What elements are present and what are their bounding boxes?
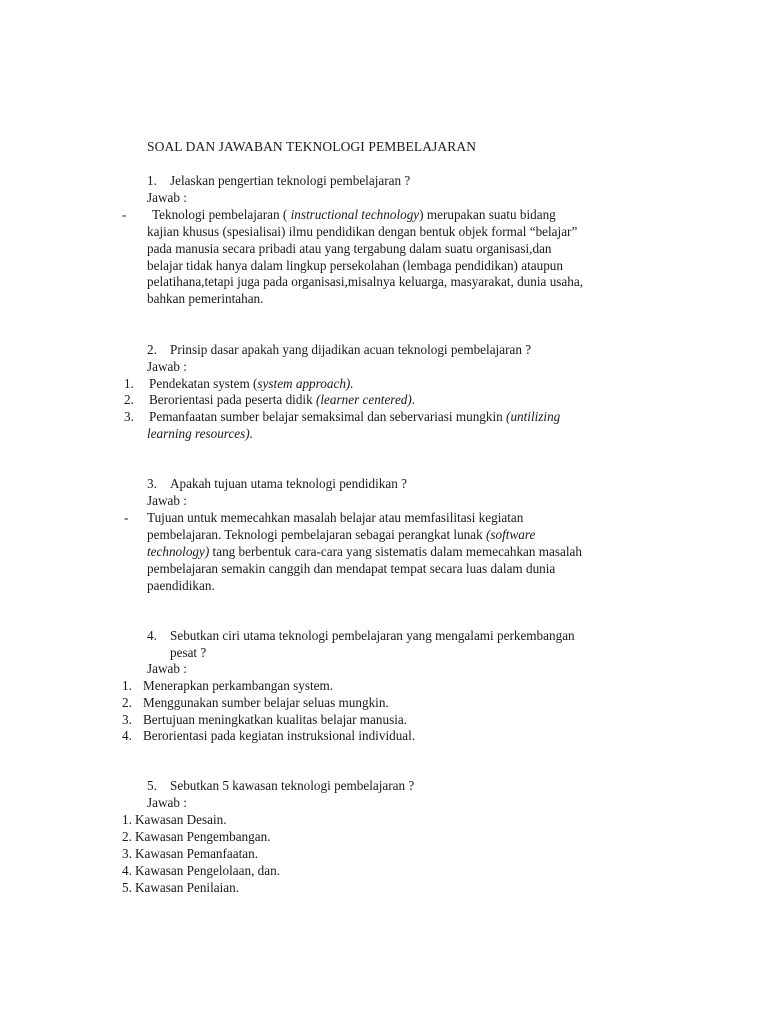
answer-4-item-4: Berorientasi pada kegiatan instruksional individual.	[143, 728, 416, 743]
question-4-jawab-label: Jawab :	[147, 661, 187, 676]
answer-5-item-5: Kawasan Penilaian.	[135, 880, 239, 895]
answer-5-item-4-number: 4.	[122, 863, 132, 878]
answer-4-item-4-number: 4.	[122, 728, 132, 743]
question-1-text: Jelaskan pengertian teknologi pembelajaran ?	[170, 173, 411, 188]
answer-1-line-3: pada manusia secara pribadi atau yang tergabung dalam suatu organisasi,dan	[147, 241, 552, 256]
answer-4-item-2: Menggunakan sumber belajar seluas mungkin.	[143, 695, 389, 710]
question-3-text: Apakah tujuan utama teknologi pendidikan ?	[170, 476, 407, 491]
question-4-text: Sebutkan ciri utama teknologi pembelajaran yang mengalami perkembangan	[170, 628, 575, 643]
question-1-bullet: -	[122, 207, 127, 222]
question-4-text-continuation: pesat ?	[170, 645, 207, 660]
answer-5-item-3: Kawasan Pemanfaatan.	[135, 846, 259, 861]
question-5-number: 5.	[147, 778, 157, 793]
answer-1-line-6: bahkan pemerintahan.	[147, 291, 264, 306]
answer-1-line-5: pelatihana,tetapi juga pada organisasi,misalnya keluarga, masyarakat, dunia usaha,	[147, 274, 584, 289]
answer-3-line-1: Tujuan untuk memecahkan masalah belajar atau memfasilitasi kegiatan	[147, 510, 524, 525]
question-2-number: 2.	[147, 342, 157, 357]
question-3-jawab-label: Jawab :	[147, 493, 187, 508]
answer-5-item-1: Kawasan Desain.	[135, 812, 227, 827]
question-1-jawab-label: Jawab :	[147, 190, 187, 205]
answer-2-item-1-number: 1.	[124, 376, 134, 391]
answer-1-line-4: belajar tidak hanya dalam lingkup persekolahan (lembaga pendidikan) ataupun	[147, 258, 563, 273]
question-5-text: Sebutkan 5 kawasan teknologi pembelajaran ?	[170, 778, 415, 793]
answer-3-line-2: pembelajaran. Teknologi pembelajaran sebagai perangkat lunak (software	[147, 527, 536, 542]
answer-5-item-4: Kawasan Pengelolaan, dan.	[135, 863, 281, 878]
answer-4-item-2-number: 2.	[122, 695, 132, 710]
question-2-jawab-label: Jawab :	[147, 359, 187, 374]
answer-5-item-2: Kawasan Pengembangan.	[135, 829, 271, 844]
question-1-number: 1.	[147, 173, 157, 188]
answer-2-item-2: Berorientasi pada peserta didik (learner centered).	[149, 392, 416, 407]
question-5-jawab-label: Jawab :	[147, 795, 187, 810]
answer-5-item-1-number: 1.	[122, 812, 132, 827]
question-3-bullet: -	[124, 510, 129, 525]
answer-2-item-3: Pemanfaatan sumber belajar semaksimal dan sebervariasi mungkin (untilizing	[149, 409, 561, 424]
question-2-text: Prinsip dasar apakah yang dijadikan acuan teknologi pembelajaran ?	[170, 342, 532, 357]
answer-2-item-3-number: 3.	[124, 409, 134, 424]
answer-2-item-2-number: 2.	[124, 392, 134, 407]
question-4-number: 4.	[147, 628, 157, 643]
answer-3-line-3: technology) tang berbentuk cara-cara yang sistematis dalam memecahkan masalah	[147, 544, 582, 559]
answer-5-item-2-number: 2.	[122, 829, 132, 844]
answer-2-item-1: Pendekatan system (system approach).	[149, 376, 354, 391]
answer-4-item-1-number: 1.	[122, 678, 132, 693]
answer-3-line-5: paendidikan.	[147, 578, 215, 593]
answer-1-line-1: Teknologi pembelajaran ( instructional technology) merupakan suatu bidang	[152, 207, 556, 222]
answer-3-line-4: pembelajaran semakin canggih dan mendapat tempat secara luas dalam dunia	[147, 561, 556, 576]
answer-5-item-5-number: 5.	[122, 880, 132, 895]
question-3-number: 3.	[147, 476, 157, 491]
answer-5-item-3-number: 3.	[122, 846, 132, 861]
answer-4-item-1: Menerapkan perkambangan system.	[143, 678, 334, 693]
document-title: SOAL DAN JAWABAN TEKNOLOGI PEMBELAJARAN	[147, 139, 477, 154]
answer-1-line-2: kajian khusus (spesialisai) ilmu pendidikan dengan bentuk objek formal “belajar”	[147, 224, 578, 239]
answer-4-item-3-number: 3.	[122, 712, 132, 727]
answer-4-item-3: Bertujuan meningkatkan kualitas belajar manusia.	[143, 712, 408, 727]
answer-2-item-3-continuation: learning resources).	[147, 426, 253, 441]
